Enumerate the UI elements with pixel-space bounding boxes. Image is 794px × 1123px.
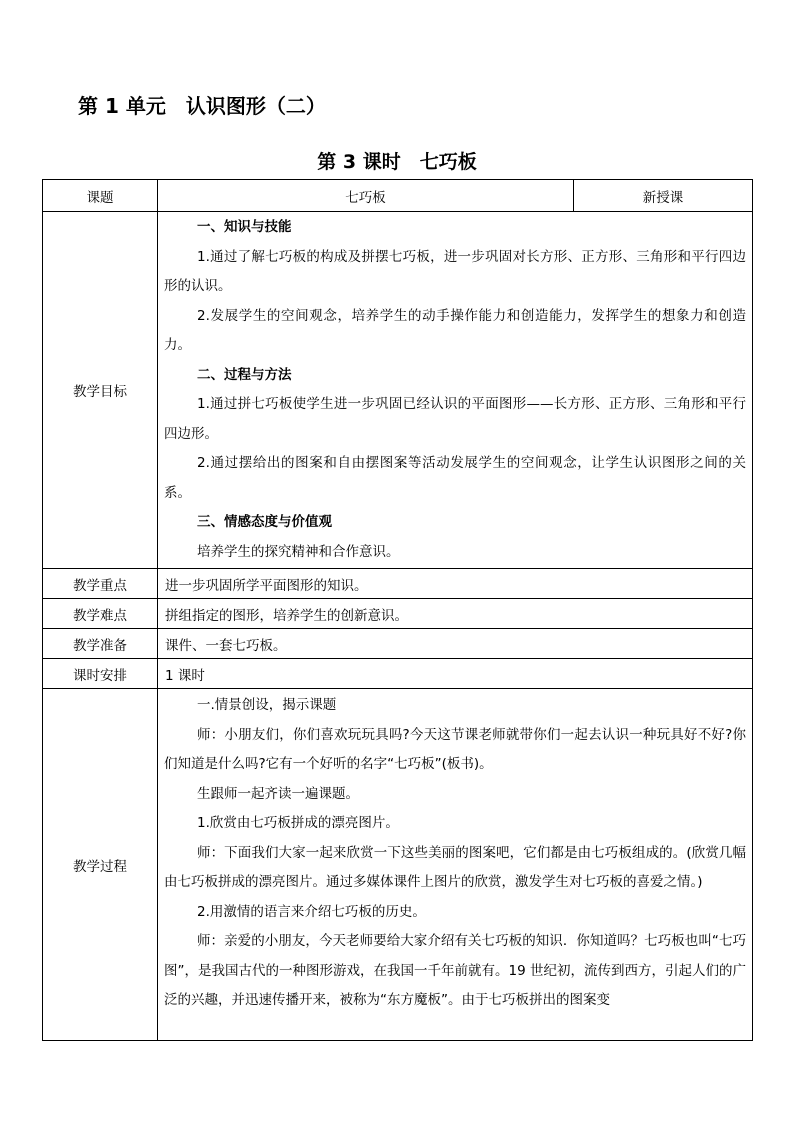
process-label: 教学过程 — [43, 689, 158, 1041]
lesson-title: 第 3 课时 七巧板 — [317, 151, 477, 173]
schedule-label: 课时安排 — [43, 659, 158, 689]
process-paragraph: 一.情景创设，揭示课题 — [197, 697, 337, 713]
goals-paragraph: 2.通过摆给出的图案和自由摆图案等活动发展学生的空间观念，让学生认识图形之间的关系。 — [164, 455, 746, 501]
goals-paragraph: 1.通过了解七巧板的构成及拼摆七巧板，进一步巩固对长方形、正方形、三角形和平行四边形的认识。 — [164, 248, 746, 294]
process-content — [158, 689, 753, 1041]
goals-label: 教学目标 — [43, 212, 158, 569]
goals-heading-attitude: 三、情感态度与价值观 — [197, 514, 332, 530]
goals-paragraph: 培养学生的探究精神和合作意识。 — [197, 543, 400, 560]
table-row-preparation — [43, 629, 753, 659]
process-paragraph: 2.用激情的语言来介绍七巧板的历史。 — [197, 903, 426, 920]
goals-paragraph: 1.通过拼七巧板使学生进一步巩固已经认识的平面图形——长方形、正方形、三角形和平行四边形。 — [164, 396, 746, 442]
key-point-value: 进一步巩固所学平面图形的知识。 — [158, 569, 753, 599]
process-paragraph: 师：亲爱的小朋友，今天老师要给大家介绍有关七巧板的知识．你知道吗？七巧板也叫“七巧图”，是我国古代的一种图形游戏，在我国一千年前就有。19 世纪初，流传到西方，引起人们的广泛的兴趣，并迅速传播开来，被称为“东方魔板”。由于七巧板拼出的图案变 — [164, 933, 746, 1008]
table-row-goals — [43, 212, 753, 569]
unit-title: 第 1 单元 认识图形（二） — [78, 94, 326, 118]
table-row-schedule — [43, 659, 753, 689]
lesson-type: 新授课 — [574, 180, 753, 212]
topic-title: 七巧板 — [158, 180, 574, 212]
difficulty-value: 拼组指定的图形，培养学生的创新意识。 — [158, 599, 753, 629]
process-paragraph: 师：下面我们大家一起来欣赏一下这些美丽的图案吧，它们都是由七巧板组成的。(欣赏几幅由七巧板拼成的漂亮图片。通过多媒体课件上图片的欣赏，激发学生对七巧板的喜爱之情。) — [164, 844, 746, 890]
preparation-label: 教学准备 — [43, 629, 158, 659]
topic-label: 课题 — [43, 180, 158, 212]
preparation-value: 课件、一套七巧板。 — [158, 629, 753, 659]
key-point-label: 教学重点 — [43, 569, 158, 599]
table-row-key-point — [43, 569, 753, 599]
schedule-value: 1 课时 — [158, 659, 753, 689]
table-row-header — [43, 180, 753, 212]
goals-heading-process: 二、过程与方法 — [197, 366, 292, 383]
table-row-difficulty — [43, 599, 753, 629]
goals-heading-knowledge: 一、知识与技能 — [197, 219, 292, 235]
lesson-plan-table — [42, 179, 753, 1041]
difficulty-label: 教学难点 — [43, 599, 158, 629]
process-paragraph: 师：小朋友们，你们喜欢玩玩具吗?今天这节课老师就带你们一起去认识一种玩具好不好?你们知道是什么吗?它有一个好听的名字“七巧板”(板书)。 — [164, 726, 746, 772]
goals-content — [158, 212, 753, 569]
goals-paragraph: 2.发展学生的空间观念，培养学生的动手操作能力和创造能力，发挥学生的想象力和创造力。 — [164, 307, 746, 353]
table-row-process — [43, 689, 753, 1041]
process-paragraph: 生跟师一起齐读一遍课题。 — [197, 785, 359, 802]
process-paragraph: 1.欣赏由七巧板拼成的漂亮图片。 — [197, 815, 399, 831]
